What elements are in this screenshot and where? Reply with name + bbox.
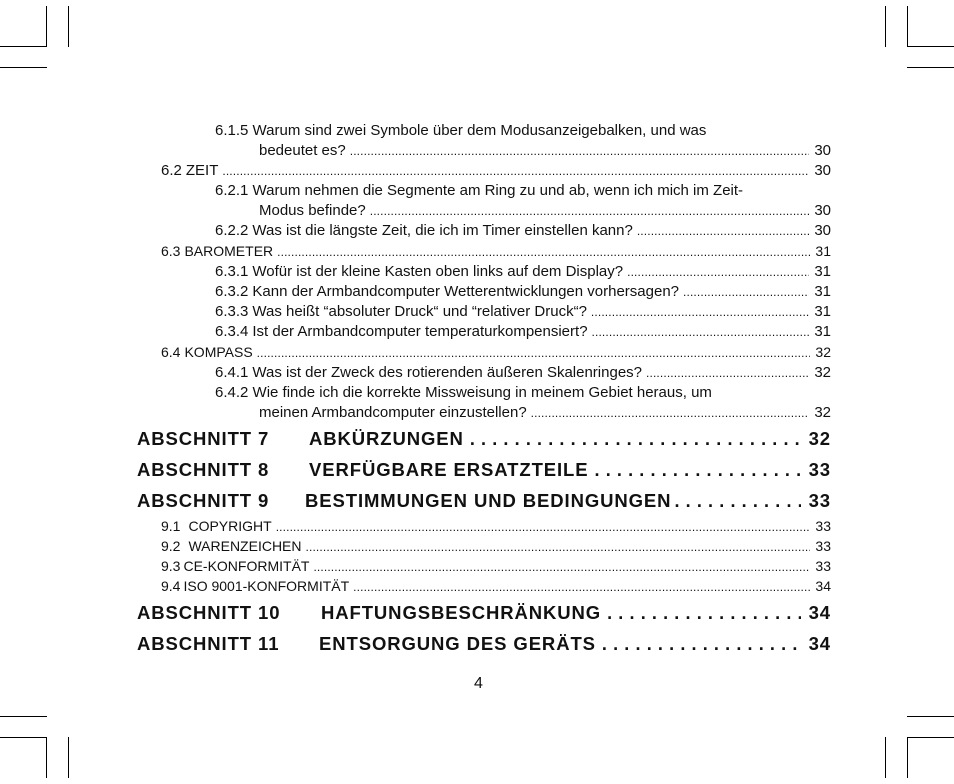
dot-leader <box>595 459 801 481</box>
section-title: BESTIMMUNGEN UND BEDINGUNGEN <box>305 490 672 511</box>
entry-title: ISO 9001-KONFORMITÄT <box>183 578 350 594</box>
entry-title: WARENZEICHEN <box>188 538 302 554</box>
section-title: VERFÜGBARE ERSATZTEILE <box>309 459 589 480</box>
entry-number: 6.4.1 <box>215 364 249 381</box>
entry-title: Wie finde ich die korrekte Missweisung in meinem Gebiet heraus, um <box>252 384 712 401</box>
entry-title: Modus befinde? <box>259 202 366 219</box>
entry-page: 31 <box>814 283 831 300</box>
entry-number: 6.2.2 <box>215 222 249 239</box>
section-number: ABSCHNITT 10 <box>137 602 281 623</box>
dot-leader <box>602 633 801 655</box>
entry-number: 6.3.3 <box>215 303 249 320</box>
dot-leader <box>370 202 810 219</box>
entry-title: Was heißt “absoluter Druck“ und “relativer Druck“? <box>252 303 587 320</box>
entry-number: 9.1 <box>161 518 181 534</box>
section-title: HAFTUNGSBESCHRÄNKUNG <box>321 602 602 623</box>
section-title: ABKÜRZUNGEN <box>309 428 464 449</box>
entry-title: Wofür ist der kleine Kasten oben links auf dem Display? <box>252 263 624 280</box>
entry-page: 32 <box>814 364 831 381</box>
entry-number: 6.4.2 <box>215 384 249 401</box>
toc-entry-6-4-2[interactable] <box>215 384 712 401</box>
dot-leader <box>257 344 811 360</box>
entry-title: BAROMETER <box>184 243 274 259</box>
entry-number: 6.2 <box>161 162 182 179</box>
toc-section-8[interactable] <box>137 459 831 481</box>
entry-number: 6.3.4 <box>215 323 249 340</box>
entry-number: 6.3.2 <box>215 283 249 300</box>
entry-title: Warum sind zwei Symbole über dem Modusanzeigebalken, und was <box>252 122 707 139</box>
toc-entry-9-4[interactable] <box>161 578 831 594</box>
toc-entry-9-2[interactable] <box>161 538 831 554</box>
entry-number: 6.2.1 <box>215 182 249 199</box>
entry-page: 33 <box>815 538 831 554</box>
entry-title: COPYRIGHT <box>188 518 272 534</box>
toc-entry-6-1-5-cont[interactable] <box>259 142 831 159</box>
entry-page: 34 <box>815 578 831 594</box>
section-number: ABSCHNITT 9 <box>137 490 270 511</box>
toc-entry-9-3[interactable] <box>161 558 831 574</box>
toc-entry-6-2-2[interactable] <box>215 222 831 239</box>
toc-section-10[interactable] <box>137 602 831 624</box>
dot-leader <box>627 263 809 280</box>
entry-page: 30 <box>814 222 831 239</box>
toc-entry-6-3-4[interactable] <box>215 323 831 340</box>
toc-entry-6-2[interactable] <box>161 162 831 179</box>
entry-page: 31 <box>814 263 831 280</box>
entry-page: 33 <box>815 518 831 534</box>
dot-leader <box>306 538 811 554</box>
toc-entry-6-3-3[interactable] <box>215 303 831 320</box>
entry-page: 33 <box>815 558 831 574</box>
entry-page: 31 <box>814 323 831 340</box>
toc-entry-6-2-1[interactable] <box>215 182 743 199</box>
entry-number: 9.3 <box>161 558 181 574</box>
toc-entry-6-4-1[interactable] <box>215 364 831 381</box>
dot-leader <box>591 303 809 320</box>
dot-leader <box>637 222 809 239</box>
entry-number: 9.2 <box>161 538 181 554</box>
entry-title: Ist der Armbandcomputer temperaturkompensiert? <box>252 323 588 340</box>
dot-leader <box>276 518 811 534</box>
entry-title: Warum nehmen die Segmente am Ring zu und ab, wenn ich mich im Zeit- <box>252 182 744 199</box>
toc-entry-6-3-1[interactable] <box>215 263 831 280</box>
toc-entry-6-4[interactable] <box>161 344 831 360</box>
entry-page: 32 <box>814 404 831 421</box>
dot-leader <box>683 283 809 300</box>
section-title: ENTSORGUNG DES GERÄTS <box>319 633 596 654</box>
entry-number: 9.4 <box>161 578 181 594</box>
entry-number: 6.3.1 <box>215 263 249 280</box>
entry-title: KOMPASS <box>184 344 253 360</box>
section-page: 34 <box>808 602 831 623</box>
entry-title: CE-KONFORMITÄT <box>183 558 310 574</box>
dot-leader <box>607 602 801 624</box>
dot-leader <box>222 162 809 179</box>
dot-leader <box>592 323 810 340</box>
section-number: ABSCHNITT 11 <box>137 633 280 654</box>
entry-number: 6.1.5 <box>215 122 249 139</box>
dot-leader <box>353 578 810 594</box>
dot-leader <box>313 558 810 574</box>
section-page: 33 <box>808 490 831 511</box>
toc-entry-6-4-2-cont[interactable] <box>259 404 831 421</box>
dot-leader <box>646 364 809 381</box>
entry-title: Was ist der Zweck des rotierenden äußeren Skalenringes? <box>252 364 643 381</box>
page-number: 4 <box>474 675 483 692</box>
entry-title: Kann der Armbandcomputer Wetterentwicklungen vorhersagen? <box>252 283 680 300</box>
toc-entry-9-1[interactable] <box>161 518 831 534</box>
entry-page: 30 <box>814 202 831 219</box>
toc-section-7[interactable] <box>137 428 831 450</box>
section-page: 32 <box>808 428 831 449</box>
toc-section-11[interactable] <box>137 633 831 655</box>
entry-title: Was ist die längste Zeit, die ich im Timer einstellen kann? <box>252 222 633 239</box>
entry-page: 30 <box>814 162 831 179</box>
dot-leader <box>277 243 810 259</box>
entry-page: 31 <box>814 303 831 320</box>
section-page: 34 <box>808 633 831 654</box>
entry-page: 31 <box>815 243 831 259</box>
section-number: ABSCHNITT 8 <box>137 459 270 480</box>
dot-leader <box>531 404 810 421</box>
toc-entry-6-3-2[interactable] <box>215 283 831 300</box>
toc-entry-6-2-1-cont[interactable] <box>259 202 831 219</box>
entry-number: 6.4 <box>161 344 181 360</box>
entry-page: 30 <box>814 142 831 159</box>
dot-leader <box>350 142 810 159</box>
entry-title: ZEIT <box>185 162 219 179</box>
section-page: 33 <box>808 459 831 480</box>
dot-leader <box>674 490 800 512</box>
dot-leader <box>470 428 801 450</box>
entry-number: 6.3 <box>161 243 181 259</box>
toc-entry-6-3[interactable] <box>161 243 831 259</box>
toc-entry-6-1-5[interactable] <box>215 122 706 139</box>
section-number: ABSCHNITT 7 <box>137 428 270 449</box>
entry-title: meinen Armbandcomputer einzustellen? <box>259 404 527 421</box>
entry-page: 32 <box>815 344 831 360</box>
entry-title: bedeutet es? <box>259 142 346 159</box>
toc-section-9[interactable] <box>137 490 831 512</box>
